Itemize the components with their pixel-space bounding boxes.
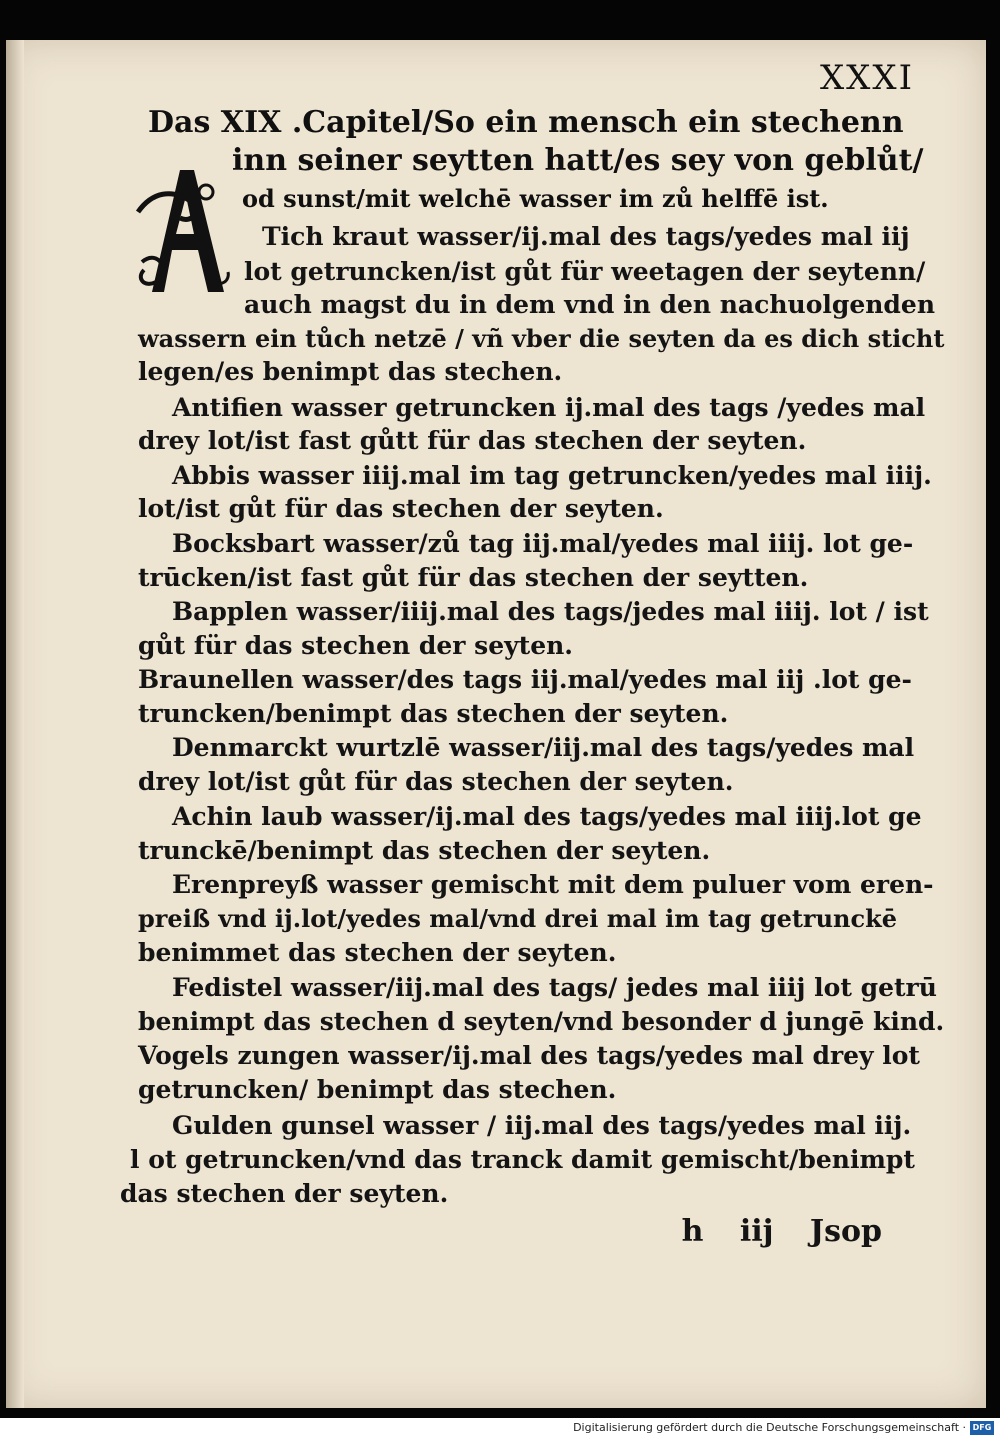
- text-line-16: Denmarckt wurtzlē wasser/iij.mal des tags/yedes mal: [172, 733, 915, 762]
- text-line-12: Bapplen wasser/iiij.mal des tags/jedes mal iiij. lot / ist: [172, 597, 929, 626]
- text-line-4: wassern ein tůch netzē / vñ vber die seyten da es dich sticht: [138, 324, 945, 353]
- text-line-6: Antifien wasser getruncken ij.mal des tags /yedes mal: [172, 393, 926, 422]
- text-line-27: Gulden gunsel wasser / iij.mal des tags/yedes mal iij.: [172, 1111, 912, 1140]
- text-line-20: Erenpreyß wasser gemischt mit dem puluer vom eren-: [172, 870, 934, 899]
- chapter-heading-line-3: od sunst/mit welchē wasser im zů helffē ist.: [242, 184, 829, 213]
- text-line-1: Tich kraut wasser/ij.mal des tags/yedes mal iij: [262, 222, 910, 251]
- text-line-23: Fedistel wasser/iij.mal des tags/ jedes mal iiij lot getrū: [172, 973, 937, 1002]
- text-line-11: trūcken/ist fast gůt für das stechen der seytten.: [138, 563, 809, 592]
- text-line-18: Achin laub wasser/ij.mal des tags/yedes mal iiij.lot ge: [172, 802, 922, 831]
- chapter-heading-line-2: inn seiner seytten hatt/es sey von geblůt/: [232, 143, 924, 178]
- decorated-initial-icon: [132, 152, 232, 300]
- chapter-heading-line-1: Das XIX .Capitel/So ein mensch ein stechenn: [148, 105, 904, 140]
- text-line-24: benimpt das stechen d seyten/vnd besonder d jungē kind.: [138, 1007, 945, 1036]
- folio-number: XXXI: [819, 58, 914, 98]
- dfg-logo[interactable]: DFG: [970, 1421, 994, 1435]
- text-line-2: lot getruncken/ist gůt für weetagen der seytenn/: [244, 257, 926, 286]
- text-line-10: Bocksbart wasser/zů tag iij.mal/yedes mal iiij. lot ge-: [172, 529, 914, 558]
- text-line-29: das stechen der seyten.: [120, 1179, 449, 1208]
- text-line-25: Vogels zungen wasser/ij.mal des tags/yedes mal drey lot: [138, 1041, 920, 1070]
- text-line-28: l ot getruncken/vnd das tranck damit gemischt/benimpt: [130, 1145, 915, 1174]
- text-line-14: Braunellen wasser/des tags iij.mal/yedes mal iij .lot ge-: [138, 665, 912, 694]
- text-line-5: legen/es benimpt das stechen.: [138, 357, 563, 386]
- text-line-15: truncken/benimpt das stechen der seyten.: [138, 699, 729, 728]
- text-line-13: gůt für das stechen der seyten.: [138, 631, 573, 660]
- text-line-8: Abbis wasser iiij.mal im tag getruncken/yedes mal iiij.: [172, 461, 932, 490]
- text-line-17: drey lot/ist gůt für das stechen der seyten.: [138, 767, 734, 796]
- text-line-22: benimmet das stechen der seyten.: [138, 938, 617, 967]
- text-line-26: getruncken/ benimpt das stechen.: [138, 1075, 617, 1104]
- footer-credit: Digitalisierung gefördert durch die Deutsche Forschungsgemeinschaft ·: [573, 1421, 966, 1434]
- catchword-signature: h iij Jsop: [681, 1214, 882, 1249]
- text-line-19: trunckē/benimpt das stechen der seyten.: [138, 836, 711, 865]
- text-line-3: auch magst du in dem vnd in den nachuolgenden: [244, 290, 935, 319]
- page-spine-shadow: [6, 40, 24, 1408]
- text-line-9: lot/ist gůt für das stechen der seyten.: [138, 494, 664, 523]
- text-line-7: drey lot/ist fast gůtt für das stechen der seyten.: [138, 426, 807, 455]
- text-line-21: preiß vnd ij.lot/yedes mal/vnd drei mal im tag getrunckē: [138, 904, 897, 933]
- footer-bar: [0, 1418, 1000, 1440]
